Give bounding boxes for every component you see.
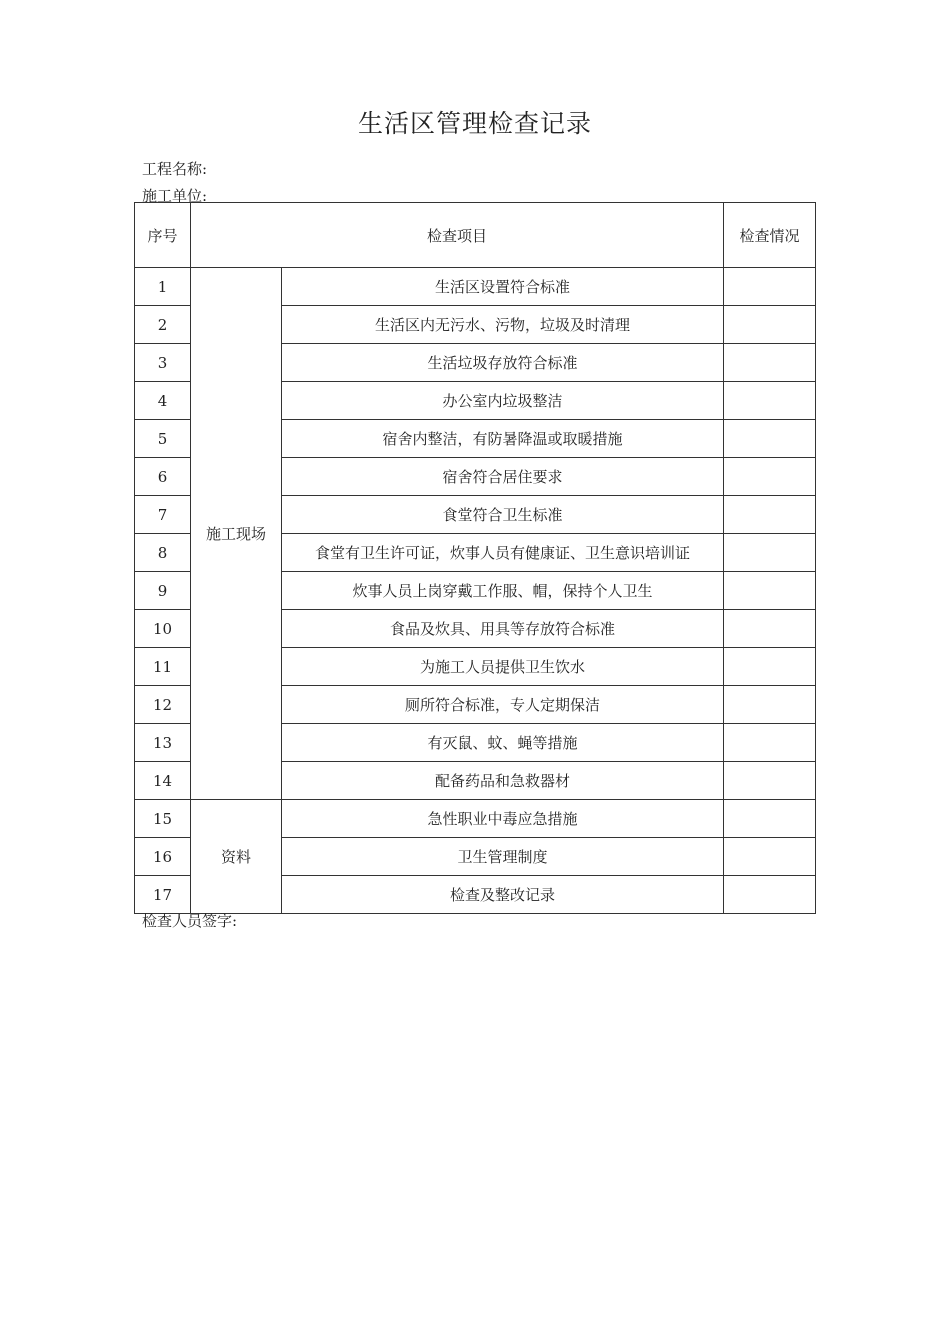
- row-status[interactable]: [724, 420, 816, 458]
- row-status[interactable]: [724, 648, 816, 686]
- row-seq: 16: [135, 838, 191, 876]
- row-seq: 13: [135, 724, 191, 762]
- row-item: 宿舍内整洁，有防暑降温或取暖措施: [282, 420, 724, 458]
- row-status[interactable]: [724, 724, 816, 762]
- row-seq: 1: [135, 268, 191, 306]
- row-status[interactable]: [724, 762, 816, 800]
- row-seq: 3: [135, 344, 191, 382]
- row-item: 有灭鼠、蚊、蝇等措施: [282, 724, 724, 762]
- page-title: 生活区管理检查记录: [357, 109, 592, 138]
- row-status[interactable]: [724, 876, 816, 914]
- project-name-label: 工程名称:: [142, 160, 208, 178]
- row-status[interactable]: [724, 686, 816, 724]
- row-seq: 6: [135, 458, 191, 496]
- table-header-row: [135, 203, 816, 268]
- row-item: 食堂符合卫生标准: [282, 496, 724, 534]
- row-status[interactable]: [724, 534, 816, 572]
- row-seq: 7: [135, 496, 191, 534]
- row-seq: 4: [135, 382, 191, 420]
- construction-unit-label: 施工单位:: [142, 187, 208, 205]
- row-item: 生活垃圾存放符合标准: [282, 344, 724, 382]
- row-seq: 5: [135, 420, 191, 458]
- row-item: 食堂有卫生许可证，炊事人员有健康证、卫生意识培训证: [282, 534, 724, 572]
- row-item: 为施工人员提供卫生饮水: [282, 648, 724, 686]
- row-category: 施工现场: [191, 268, 282, 800]
- header-seq: 序号: [135, 203, 191, 268]
- row-status[interactable]: [724, 458, 816, 496]
- row-item: 食品及炊具、用具等存放符合标准: [282, 610, 724, 648]
- row-item: 急性职业中毒应急措施: [282, 800, 724, 838]
- row-category: 资料: [191, 800, 282, 914]
- row-status[interactable]: [724, 306, 816, 344]
- row-item: 办公室内垃圾整洁: [282, 382, 724, 420]
- row-item: 厕所符合标准，专人定期保洁: [282, 686, 724, 724]
- header-status: 检查情况: [724, 203, 816, 268]
- inspector-signature-label: 检查人员签字:: [142, 912, 238, 930]
- row-status[interactable]: [724, 572, 816, 610]
- row-status[interactable]: [724, 800, 816, 838]
- row-status[interactable]: [724, 496, 816, 534]
- row-status[interactable]: [724, 344, 816, 382]
- row-seq: 11: [135, 648, 191, 686]
- row-item: 卫生管理制度: [282, 838, 724, 876]
- row-seq: 2: [135, 306, 191, 344]
- table-row: [135, 268, 816, 306]
- row-item: 配备药品和急救器材: [282, 762, 724, 800]
- row-item: 生活区内无污水、污物，垃圾及时清理: [282, 306, 724, 344]
- row-item: 宿舍符合居住要求: [282, 458, 724, 496]
- row-status[interactable]: [724, 382, 816, 420]
- row-seq: 10: [135, 610, 191, 648]
- row-item: 检查及整改记录: [282, 876, 724, 914]
- row-seq: 15: [135, 800, 191, 838]
- table-row: [135, 800, 816, 838]
- inspection-table: [134, 202, 816, 914]
- row-status[interactable]: [724, 268, 816, 306]
- row-seq: 8: [135, 534, 191, 572]
- row-status[interactable]: [724, 838, 816, 876]
- row-seq: 14: [135, 762, 191, 800]
- header-item: 检查项目: [191, 203, 724, 268]
- row-seq: 12: [135, 686, 191, 724]
- row-status[interactable]: [724, 610, 816, 648]
- row-item: 炊事人员上岗穿戴工作服、帽，保持个人卫生: [282, 572, 724, 610]
- row-item: 生活区设置符合标准: [282, 268, 724, 306]
- row-seq: 9: [135, 572, 191, 610]
- row-seq: 17: [135, 876, 191, 914]
